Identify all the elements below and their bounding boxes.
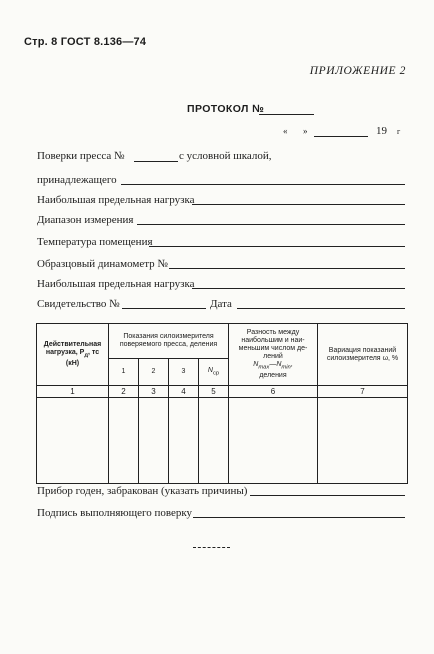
date-line <box>237 308 405 309</box>
col1-line-d: (кН) <box>65 359 80 367</box>
col3-line-h: деления <box>259 371 287 379</box>
table-body-cell <box>109 398 139 484</box>
table-body-cell <box>199 398 229 484</box>
col2-line-b: поверяемого пресса, деления <box>119 341 218 348</box>
protocol-title: ПРОТОКОЛ № <box>187 103 265 115</box>
owner-line <box>121 184 405 185</box>
col4-line-a: Вариация показаний <box>328 346 397 354</box>
label-room-temp: Температура помещения <box>37 236 153 248</box>
col3-comma: , <box>290 361 293 369</box>
col1-line-b: нагрузка, P <box>45 349 85 357</box>
label-press-check: Поверки пресса № <box>37 150 125 162</box>
label-owner: принадлежащего <box>37 174 117 186</box>
subcol-ncp-sub: ср <box>212 370 220 377</box>
col2-line-a: Показания силоизмерителя <box>123 333 214 340</box>
col3-line-b: наибольшим и наи- <box>241 337 305 345</box>
label-certificate: Свидетельство № <box>37 298 120 310</box>
col4-line-b: силоизмерителя <box>326 354 381 362</box>
fit-status-line <box>250 495 405 496</box>
col-number: 3 <box>139 386 169 398</box>
page-header: Стр. 8 ГОСТ 8.136—74 <box>24 36 147 48</box>
subcol-1: 1 <box>109 359 139 386</box>
date-month-line <box>314 136 368 137</box>
col-readings-header <box>109 324 229 359</box>
col-difference-header <box>229 324 318 386</box>
col-number: 7 <box>318 386 408 398</box>
certificate-line <box>122 308 206 309</box>
subcol-ncp-n: N <box>207 366 213 374</box>
date-close-quote: » <box>303 126 308 136</box>
table-body-cell <box>37 398 109 484</box>
signature-line <box>193 517 405 518</box>
col-number: 1 <box>37 386 109 398</box>
col3-nmin: —N <box>269 361 282 369</box>
date-year-suffix: г <box>397 127 401 136</box>
measurement-table <box>36 323 408 484</box>
col-actual-load-header <box>37 324 109 386</box>
appendix-label: ПРИЛОЖЕНИЕ 2 <box>309 65 406 77</box>
table-body-cell <box>318 398 408 484</box>
max-load-line <box>192 204 405 205</box>
col3-line-c: меньшим числом де- <box>238 345 308 353</box>
col3-line-a: Разность между <box>246 329 300 337</box>
max-load-2-line <box>192 288 405 289</box>
col1-sub: д <box>84 352 89 359</box>
col1-line-a: Действительная <box>43 341 102 349</box>
label-max-load: Наибольшая предельная нагрузка <box>37 194 195 206</box>
col-number: 6 <box>229 386 318 398</box>
room-temp-line <box>149 246 405 247</box>
label-date: Дата <box>210 298 232 310</box>
subcol-ncp <box>199 359 229 386</box>
dynamometer-line <box>169 268 405 269</box>
label-max-load-2: Наибольшая предельная нагрузка <box>37 278 195 290</box>
table-body-cell <box>229 398 318 484</box>
col3-nmin-sub: min <box>281 364 291 371</box>
press-number-line <box>134 161 178 162</box>
table-body-cell <box>169 398 199 484</box>
label-dynamometer: Образцовый динамометр № <box>37 258 168 270</box>
col3-nmax: N <box>253 361 259 369</box>
col3-nmax-sub: max <box>258 364 270 371</box>
range-line <box>137 224 405 225</box>
col1-line-c: , тс <box>88 349 100 357</box>
subcol-3: 3 <box>169 359 199 386</box>
col-number: 5 <box>199 386 229 398</box>
protocol-number-line <box>259 114 314 115</box>
col4-line-c: ω, % <box>382 354 399 362</box>
col-number: 4 <box>169 386 199 398</box>
label-signature: Подпись выполняющего поверку <box>37 507 193 519</box>
date-year: 19 <box>376 125 387 137</box>
label-fit-status: Прибор годен, забракован (указать причины) <box>37 485 248 497</box>
closing-rule <box>193 547 230 548</box>
col-number: 2 <box>109 386 139 398</box>
date-open-quote: « <box>283 126 288 136</box>
table-body-cell <box>139 398 169 484</box>
subcol-2: 2 <box>139 359 169 386</box>
col-variation-header <box>318 324 408 386</box>
label-scale: с условной шкалой, <box>179 150 272 162</box>
col3-line-d: лений <box>263 353 283 361</box>
label-range: Диапазон измерения <box>37 214 134 226</box>
